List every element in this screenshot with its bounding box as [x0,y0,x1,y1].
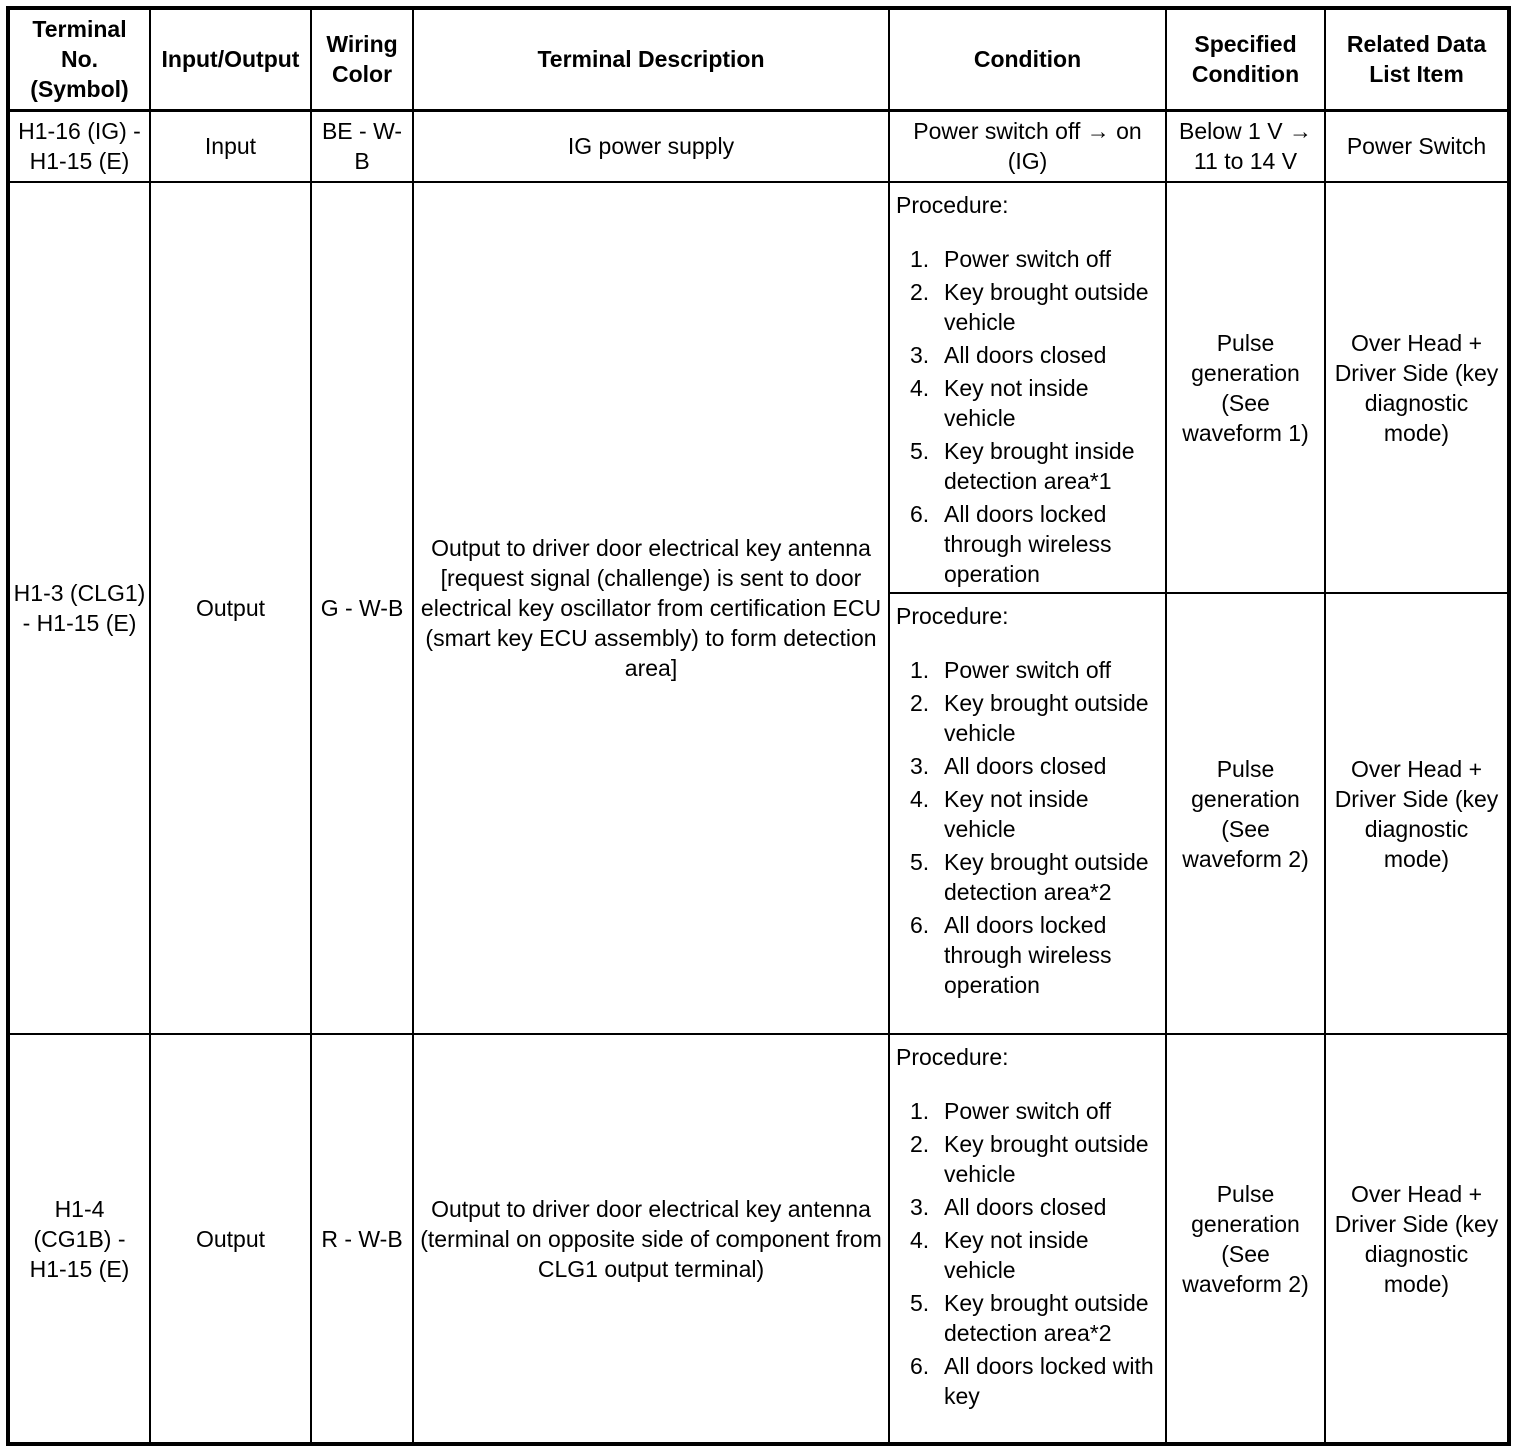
step-number: 2. [910,690,930,716]
list-item [910,751,1159,781]
header-io: Input/Output [150,8,311,110]
step-text: Key brought outside vehicle [944,279,1149,335]
list-item [910,340,1159,370]
step-number: 3. [910,1194,930,1220]
step-number: 2. [910,1131,930,1157]
list-item [910,1192,1159,1222]
step-text: Key not inside vehicle [944,375,1089,431]
description-cell: Output to driver door electrical key antenna [request signal (challenge) is sent to door electrical key oscillator from certification ECU (smart key ECU assembly) to form detection area] [413,182,889,1034]
wiring-cell: BE - W-B [311,110,413,182]
description-cell: Output to driver door electrical key antenna (terminal on opposite side of component from CLG1 output terminal) [413,1034,889,1444]
step-text: All doors closed [944,1194,1107,1220]
step-number: 5. [910,849,930,875]
step-text: Key brought outside vehicle [944,1131,1149,1187]
step-number: 6. [910,912,930,938]
header-wiring: Wiring Color [311,8,413,110]
step-text: Key not inside vehicle [944,1227,1089,1283]
list-item [910,277,1159,337]
step-text: Power switch off [944,1098,1112,1124]
related-cell: Over Head + Driver Side (key diagnostic mode) [1325,1034,1509,1444]
io-cell: Input [150,110,311,182]
step-text: All doors closed [944,342,1107,368]
step-text: All doors locked with key [944,1353,1154,1409]
list-item [910,1288,1159,1348]
list-item [910,244,1159,274]
list-item [910,688,1159,748]
list-item [910,436,1159,496]
step-number: 4. [910,375,930,401]
list-item [910,1225,1159,1285]
procedure-title: Procedure: [896,603,1009,629]
step-text: All doors locked through wireless operation [944,501,1112,587]
step-text: Power switch off [944,657,1112,683]
list-item [910,847,1159,907]
step-number: 4. [910,786,930,812]
related-cell: Power Switch [1325,110,1509,182]
step-number: 6. [910,1353,930,1379]
table-row [8,182,1509,593]
specified-cell: Pulse generation (See waveform 2) [1166,1034,1325,1444]
table-row [8,110,1509,182]
step-text: Key brought inside detection area*1 [944,438,1135,494]
wiring-cell: R - W-B [311,1034,413,1444]
step-number: 5. [910,1290,930,1316]
list-item [910,655,1159,685]
step-number: 6. [910,501,930,527]
specified-cell: Below 1 V → 11 to 14 V [1166,110,1325,182]
step-text: Key brought outside detection area*2 [944,849,1149,905]
step-number: 4. [910,1227,930,1253]
related-cell: Over Head + Driver Side (key diagnostic mode) [1325,182,1509,593]
specified-cell: Pulse generation (See waveform 1) [1166,182,1325,593]
table-row [8,1034,1509,1444]
procedure-steps [896,1096,1159,1411]
terminal-table [6,6,1511,1446]
step-text: Key not inside vehicle [944,786,1089,842]
step-text: Power switch off [944,246,1112,272]
step-number: 1. [910,657,930,683]
terminal-cell: H1-16 (IG) - H1-15 (E) [8,110,150,182]
list-item [910,910,1159,1000]
condition-cell [889,593,1166,1034]
step-number: 2. [910,279,930,305]
step-text: Key brought outside vehicle [944,690,1149,746]
condition-cell [889,1034,1166,1444]
header-specified: Specified Condition [1166,8,1325,110]
specified-cell: Pulse generation (See waveform 2) [1166,593,1325,1034]
procedure-steps [896,655,1159,1000]
step-text: Key brought outside detection area*2 [944,1290,1149,1346]
step-number: 5. [910,438,930,464]
step-number: 1. [910,246,930,272]
list-item [910,1351,1159,1411]
condition-cell [889,182,1166,593]
step-number: 3. [910,342,930,368]
list-item [910,373,1159,433]
condition-cell: Power switch off → on (IG) [889,110,1166,182]
procedure-steps [896,244,1159,589]
step-number: 1. [910,1098,930,1124]
related-cell: Over Head + Driver Side (key diagnostic mode) [1325,593,1509,1034]
procedure-title: Procedure: [896,192,1009,218]
list-item [910,499,1159,589]
list-item [910,1129,1159,1189]
header-related: Related Data List Item [1325,8,1509,110]
terminal-cell: H1-4 (CG1B) - H1-15 (E) [8,1034,150,1444]
step-text: All doors locked through wireless operation [944,912,1112,998]
step-number: 3. [910,753,930,779]
description-cell: IG power supply [413,110,889,182]
header-condition: Condition [889,8,1166,110]
terminal-cell: H1-3 (CLG1) - H1-15 (E) [8,182,150,1034]
io-cell: Output [150,182,311,1034]
step-text: All doors closed [944,753,1107,779]
procedure-title: Procedure: [896,1044,1009,1070]
header-terminal: Terminal No. (Symbol) [8,8,150,110]
wiring-cell: G - W-B [311,182,413,1034]
header-description: Terminal Description [413,8,889,110]
list-item [910,784,1159,844]
header-row [8,8,1509,110]
list-item [910,1096,1159,1126]
io-cell: Output [150,1034,311,1444]
